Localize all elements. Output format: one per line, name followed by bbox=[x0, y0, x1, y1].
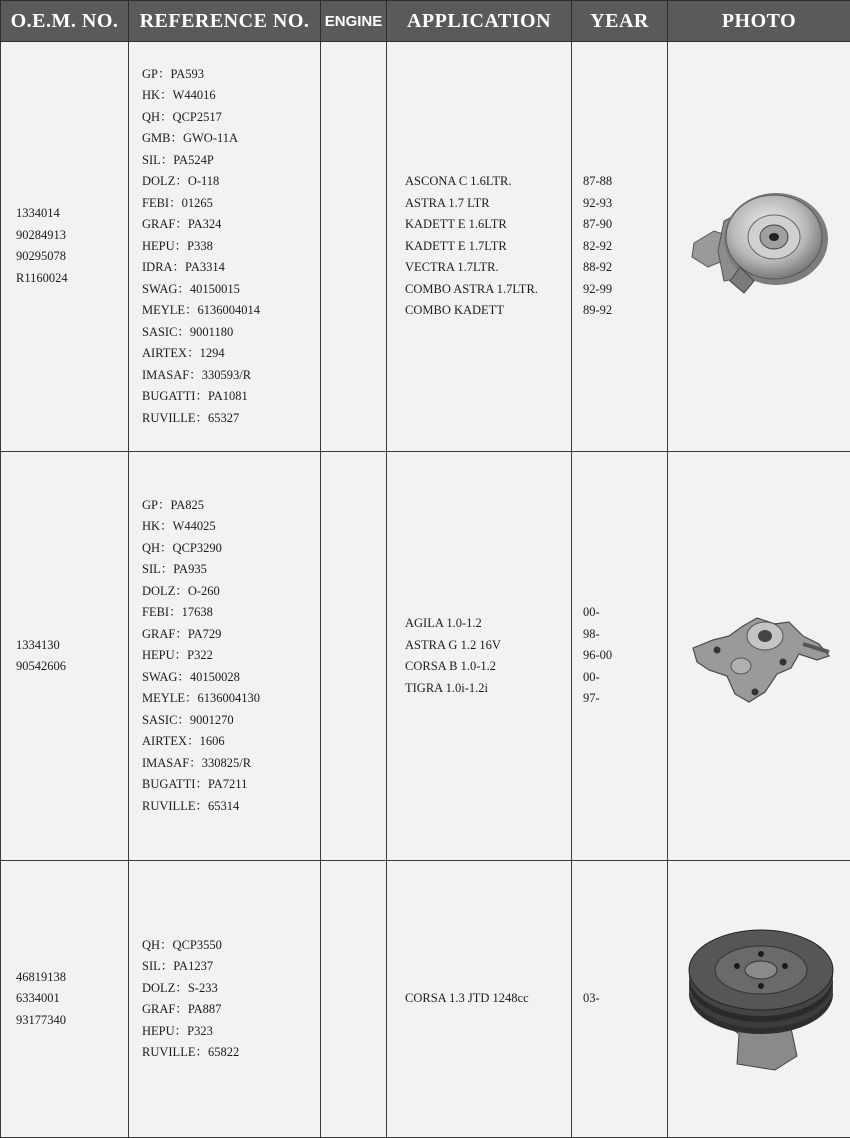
application-item: CORSA 1.3 JTD 1248cc bbox=[405, 991, 529, 1006]
reference-number: SIL：PA1237 bbox=[142, 959, 214, 974]
water-pump-pulley-photo bbox=[684, 181, 834, 311]
reference-number: AIRTEX：1294 bbox=[142, 346, 225, 361]
year-range: 92-99 bbox=[583, 281, 613, 296]
year-range: 03- bbox=[583, 991, 600, 1006]
reference-number: DOLZ：S-233 bbox=[142, 980, 218, 995]
reference-number: QH：QCP3290 bbox=[142, 540, 222, 555]
engine-cell bbox=[321, 42, 387, 452]
engine-cell bbox=[321, 861, 387, 1138]
reference-number: SASIC：9001180 bbox=[142, 324, 234, 339]
year-range: 87-90 bbox=[583, 217, 613, 232]
reference-cell bbox=[129, 451, 321, 861]
photo-cell bbox=[668, 451, 850, 861]
water-pump-ribbed-pulley-photo bbox=[679, 924, 839, 1074]
reference-number: SIL：PA524P bbox=[142, 152, 214, 167]
year-range: 00- bbox=[583, 605, 600, 620]
reference-number: HK：W44016 bbox=[142, 88, 216, 103]
header-oem-no: O.E.M. NO. bbox=[1, 1, 129, 42]
application-item: ASTRA 1.7 LTR bbox=[405, 195, 490, 210]
header-photo: PHOTO bbox=[668, 1, 850, 42]
reference-number: IDRA：PA3314 bbox=[142, 260, 225, 275]
application-cell bbox=[387, 42, 572, 452]
application-item: ASTRA G 1.2 16V bbox=[405, 637, 501, 652]
application-item: ASCONA C 1.6LTR. bbox=[405, 174, 512, 189]
application-item: AGILA 1.0-1.2 bbox=[405, 616, 482, 631]
header-row bbox=[1, 1, 850, 42]
reference-number: SASIC：9001270 bbox=[142, 712, 234, 727]
oem-number: 93177340 bbox=[16, 1012, 66, 1027]
year-range: 98- bbox=[583, 626, 600, 641]
oem-number: 90284913 bbox=[16, 227, 66, 242]
reference-number: HEPU：P322 bbox=[142, 648, 213, 663]
oem-number: R1160024 bbox=[16, 270, 68, 285]
reference-number: MEYLE：6136004014 bbox=[142, 303, 261, 318]
oem-number: 6334001 bbox=[16, 991, 60, 1006]
oem-number: 1334014 bbox=[16, 206, 60, 221]
oem-cell bbox=[1, 861, 129, 1138]
reference-number: SIL：PA935 bbox=[142, 562, 207, 577]
table-row bbox=[1, 42, 850, 452]
reference-number: SWAG：40150015 bbox=[142, 281, 240, 296]
oem-number: 90295078 bbox=[16, 249, 66, 264]
year-range: 00- bbox=[583, 669, 600, 684]
application-item: KADETT E 1.6LTR bbox=[405, 217, 507, 232]
reference-number: GP：PA593 bbox=[142, 66, 205, 81]
reference-number: IMASAF：330825/R bbox=[142, 755, 252, 770]
application-item: VECTRA 1.7LTR. bbox=[405, 260, 499, 275]
header-application: APPLICATION bbox=[387, 1, 572, 42]
reference-number: RUVILLE：65327 bbox=[142, 410, 240, 425]
table-row bbox=[1, 861, 850, 1138]
application-item: COMBO ASTRA 1.7LTR. bbox=[405, 281, 538, 296]
reference-number: GRAF：PA324 bbox=[142, 217, 222, 232]
reference-number: HEPU：P338 bbox=[142, 238, 213, 253]
header-reference-no: REFERENCE NO. bbox=[129, 1, 321, 42]
table-row bbox=[1, 451, 850, 861]
reference-cell bbox=[129, 861, 321, 1138]
reference-number: RUVILLE：65822 bbox=[142, 1045, 240, 1060]
reference-number: FEBI：17638 bbox=[142, 605, 213, 620]
year-cell bbox=[572, 42, 668, 452]
reference-number: BUGATTI：PA1081 bbox=[142, 389, 248, 404]
reference-number: GRAF：PA729 bbox=[142, 626, 222, 641]
reference-number: AIRTEX：1606 bbox=[142, 734, 225, 749]
reference-number: GP：PA825 bbox=[142, 497, 205, 512]
reference-number: MEYLE：6136004130 bbox=[142, 691, 261, 706]
year-range: 82-92 bbox=[583, 238, 613, 253]
reference-number: RUVILLE：65314 bbox=[142, 798, 240, 813]
oem-number: 90542606 bbox=[16, 659, 66, 674]
header-engine: ENGINE bbox=[321, 1, 387, 42]
photo-cell bbox=[668, 42, 850, 452]
application-item: CORSA B 1.0-1.2 bbox=[405, 659, 496, 674]
reference-number: HK：W44025 bbox=[142, 519, 216, 534]
reference-number: GRAF：PA887 bbox=[142, 1002, 222, 1017]
year-range: 96-00 bbox=[583, 648, 613, 663]
application-item: KADETT E 1.7LTR bbox=[405, 238, 507, 253]
reference-number: DOLZ：O-118 bbox=[142, 174, 220, 189]
application-cell bbox=[387, 861, 572, 1138]
photo-cell bbox=[668, 861, 850, 1138]
oem-number: 46819138 bbox=[16, 969, 66, 984]
year-range: 88-92 bbox=[583, 260, 613, 275]
reference-number: QH：QCP3550 bbox=[142, 937, 222, 952]
reference-number: QH：QCP2517 bbox=[142, 109, 222, 124]
header-year: YEAR bbox=[572, 1, 668, 42]
reference-number: HEPU：P323 bbox=[142, 1023, 213, 1038]
year-range: 97- bbox=[583, 691, 600, 706]
application-cell bbox=[387, 451, 572, 861]
reference-number: SWAG：40150028 bbox=[142, 669, 240, 684]
year-cell bbox=[572, 451, 668, 861]
reference-number: DOLZ：O-260 bbox=[142, 583, 220, 598]
oem-number: 1334130 bbox=[16, 637, 60, 652]
year-range: 87-88 bbox=[583, 174, 613, 189]
application-item: TIGRA 1.0i-1.2i bbox=[405, 680, 488, 695]
oem-cell bbox=[1, 42, 129, 452]
year-cell bbox=[572, 861, 668, 1138]
water-pump-housing-photo bbox=[679, 596, 839, 716]
year-range: 89-92 bbox=[583, 303, 613, 318]
application-item: COMBO KADETT bbox=[405, 303, 504, 318]
reference-cell bbox=[129, 42, 321, 452]
reference-number: GMB：GWO-11A bbox=[142, 131, 239, 146]
oem-cell bbox=[1, 451, 129, 861]
year-range: 92-93 bbox=[583, 195, 613, 210]
engine-cell bbox=[321, 451, 387, 861]
reference-number: BUGATTI：PA7211 bbox=[142, 777, 248, 792]
reference-number: FEBI：01265 bbox=[142, 195, 213, 210]
reference-number: IMASAF：330593/R bbox=[142, 367, 252, 382]
